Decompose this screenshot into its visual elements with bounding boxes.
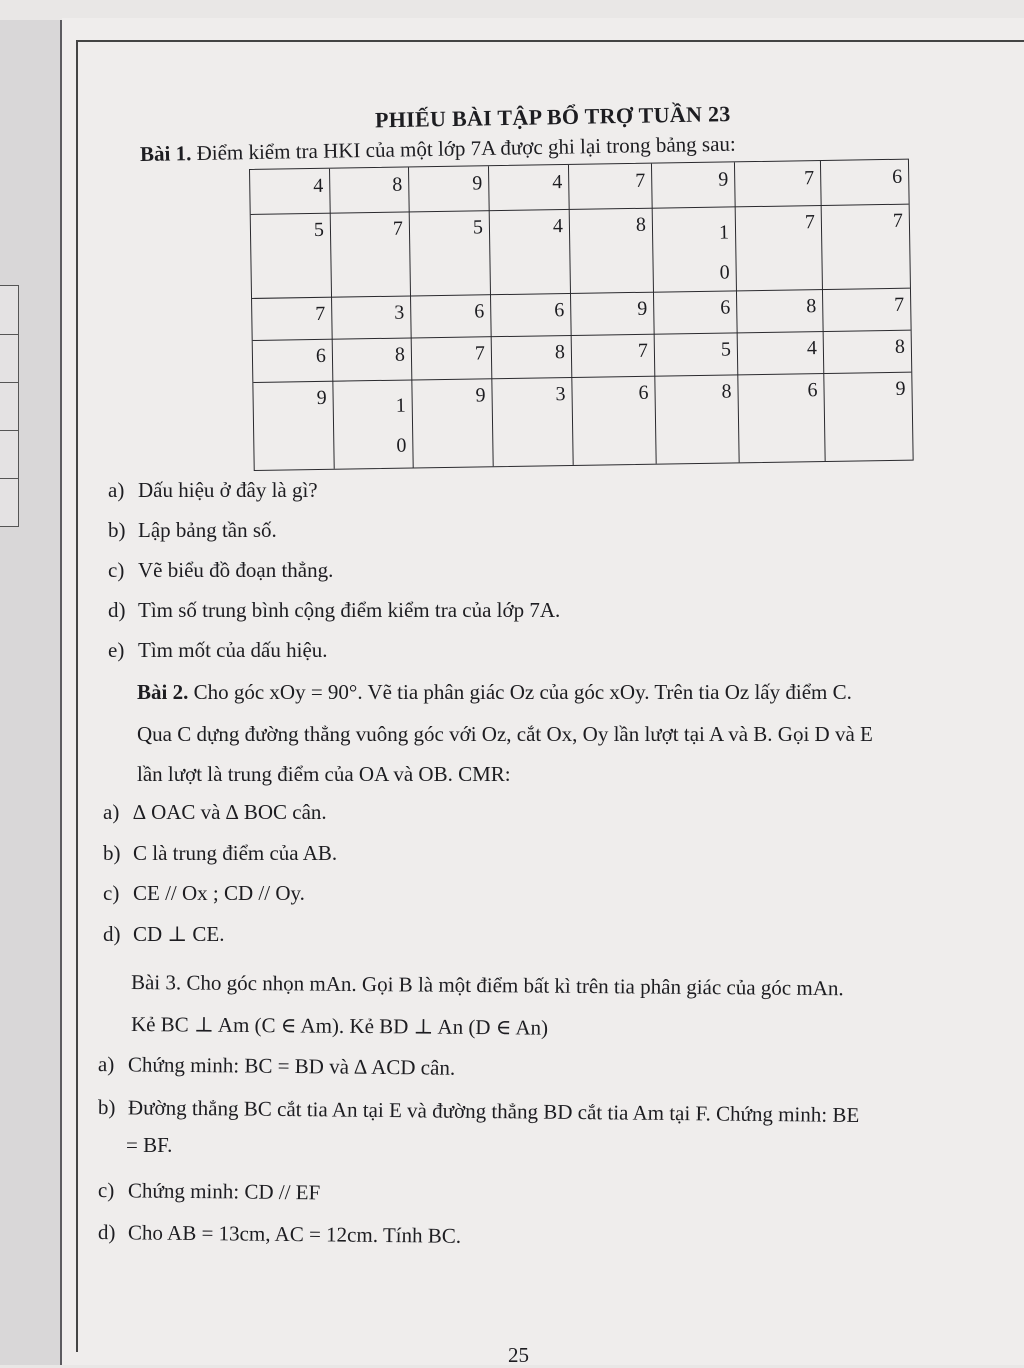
question-label: a) (103, 800, 120, 824)
question-text: C là trung điểm của AB. (133, 841, 338, 865)
bai2-line2: Qua C dựng đường thẳng vuông góc với Oz, cắt Ox, Oy lần lượt tại A và B. Gọi D và E (137, 722, 873, 746)
table-cell: 6 (807, 379, 818, 402)
bai1-question-e (108, 638, 328, 663)
table-cell: 8 (392, 173, 403, 196)
question-label: b) (108, 518, 126, 542)
table-cell: 8 (394, 343, 406, 366)
question-label: c) (97, 1178, 115, 1203)
page-number: 25 (508, 1343, 529, 1367)
table-cell: 6 (474, 300, 485, 323)
table-cell: 8 (554, 341, 566, 364)
bai1-question-c (108, 558, 333, 583)
bai2-question-a (103, 800, 327, 825)
question-text: Chứng minh: CD // EF (127, 1178, 321, 1205)
question-text: ∆ OAC và ∆ BOC cân. (133, 800, 327, 824)
question-text: CD ⊥ CE. (133, 922, 225, 946)
bai3-question-a (98, 1052, 455, 1081)
left-page-edge (0, 20, 62, 1365)
bai3-line1-text: Cho góc nhọn mAn. Gọi B là một điểm bất kì trên tia phân giác của góc mAn. (186, 970, 844, 1001)
table-cell: 6 (892, 165, 903, 188)
bai2-question-d (103, 922, 225, 947)
table-cell: 8 (806, 295, 817, 318)
bai3-line2: Kẻ BC ⊥ Am (C ∈ Am). Kẻ BD ⊥ An (D ∈ An) (130, 1012, 549, 1040)
bai1-question-a (108, 478, 318, 503)
bai3-label: Bài 3. (130, 970, 182, 995)
table-cell: 9 (475, 384, 486, 407)
question-label: d) (108, 598, 126, 622)
left-page-table-fragment (0, 285, 19, 527)
question-label: c) (103, 881, 120, 905)
table-cell: 8 (635, 213, 647, 236)
table-cell: 7 (804, 211, 816, 234)
table-cell: 7 (892, 209, 904, 232)
bai2-question-c (103, 881, 305, 906)
question-label: b) (97, 1095, 116, 1120)
question-label: c) (108, 558, 125, 582)
bai1-question-b (108, 518, 277, 543)
table-cell: 3 (394, 301, 405, 324)
question-text: Dấu hiệu ở đây là gì? (138, 478, 318, 502)
question-text: Vẽ biểu đồ đoạn thẳng. (138, 558, 334, 582)
bai2-label: Bài 2. (137, 680, 189, 704)
table-cell: 6 (720, 296, 731, 319)
table-cell: 7 (894, 293, 905, 316)
table-cell: 7 (637, 339, 649, 362)
table-cell: 4 (806, 337, 818, 360)
table-cell: 7 (474, 342, 486, 365)
table-cell: 6 (554, 299, 565, 322)
table-cell: 9 (895, 377, 906, 400)
table-cell: 7 (392, 217, 404, 240)
table-cell: 5 (313, 218, 325, 241)
table-cell: 5 (720, 338, 732, 361)
table-cell: 8 (721, 380, 732, 403)
question-label: d) (103, 922, 121, 946)
bai2-line3: lần lượt là trung điểm của OA và OB. CMR: (137, 762, 511, 786)
table-cell: 8 (894, 335, 906, 358)
table-cell: 1 0 (395, 394, 407, 457)
bai2-line1 (137, 680, 852, 705)
bai2-question-b (103, 841, 337, 866)
question-label: a) (108, 478, 125, 502)
table-cell: 6 (638, 381, 649, 404)
bai3-question-d (98, 1220, 461, 1249)
table-cell: 9 (316, 386, 327, 409)
table-cell: 4 (552, 171, 563, 194)
worksheet-title: PHIẾU BÀI TẬP BỔ TRỢ TUẦN 23 (374, 101, 731, 133)
table-cell: 7 (315, 302, 326, 325)
table-cell: 7 (635, 169, 646, 192)
question-label: e) (108, 638, 125, 662)
question-text: Cho AB = 13cm, AC = 12cm. Tính BC. (127, 1220, 462, 1248)
question-text: Lập bảng tần số. (138, 518, 277, 542)
table-cell: 5 (472, 216, 484, 239)
table-cell: 7 (804, 167, 815, 190)
score-table (249, 159, 914, 471)
bai2-line1-text: Cho góc xOy = 90°. Vẽ tia phân giác Oz của góc xOy. Trên tia Oz lấy điểm C. (193, 680, 852, 704)
table-cell: 3 (555, 383, 566, 406)
bai3-question-c (98, 1178, 320, 1205)
table-cell: 9 (472, 172, 483, 195)
bai1-text: Điểm kiểm tra HKI của một lớp 7A được ghi lại trong bảng sau: (196, 131, 736, 166)
question-label: a) (97, 1052, 115, 1077)
question-label: b) (103, 841, 121, 865)
bai3-question-continuation: = BF. (126, 1133, 173, 1157)
table-cell: 9 (637, 297, 648, 320)
table-cell: 4 (313, 174, 324, 197)
bai1-question-d (108, 598, 560, 623)
question-text: Tìm mốt của dấu hiệu. (138, 638, 328, 662)
question-text: CE // Ox ; CD // Oy. (133, 881, 305, 905)
question-text: Chứng minh: BC = BD và ∆ ACD cân. (127, 1052, 456, 1080)
table-cell: 6 (315, 344, 327, 367)
bai1-label: Bài 1. (139, 141, 192, 166)
table-cell: 1 0 (718, 221, 730, 284)
table-cell: 4 (552, 215, 564, 238)
question-text: Đường thẳng BC cắt tia An tại E và đường thẳng BD cắt tia Am tại F. Chứng minh: BE (127, 1095, 860, 1127)
question-text: Tìm số trung bình cộng điểm kiểm tra của lớp 7A. (138, 598, 561, 622)
question-label: d) (97, 1220, 116, 1245)
table-cell: 9 (718, 168, 729, 191)
